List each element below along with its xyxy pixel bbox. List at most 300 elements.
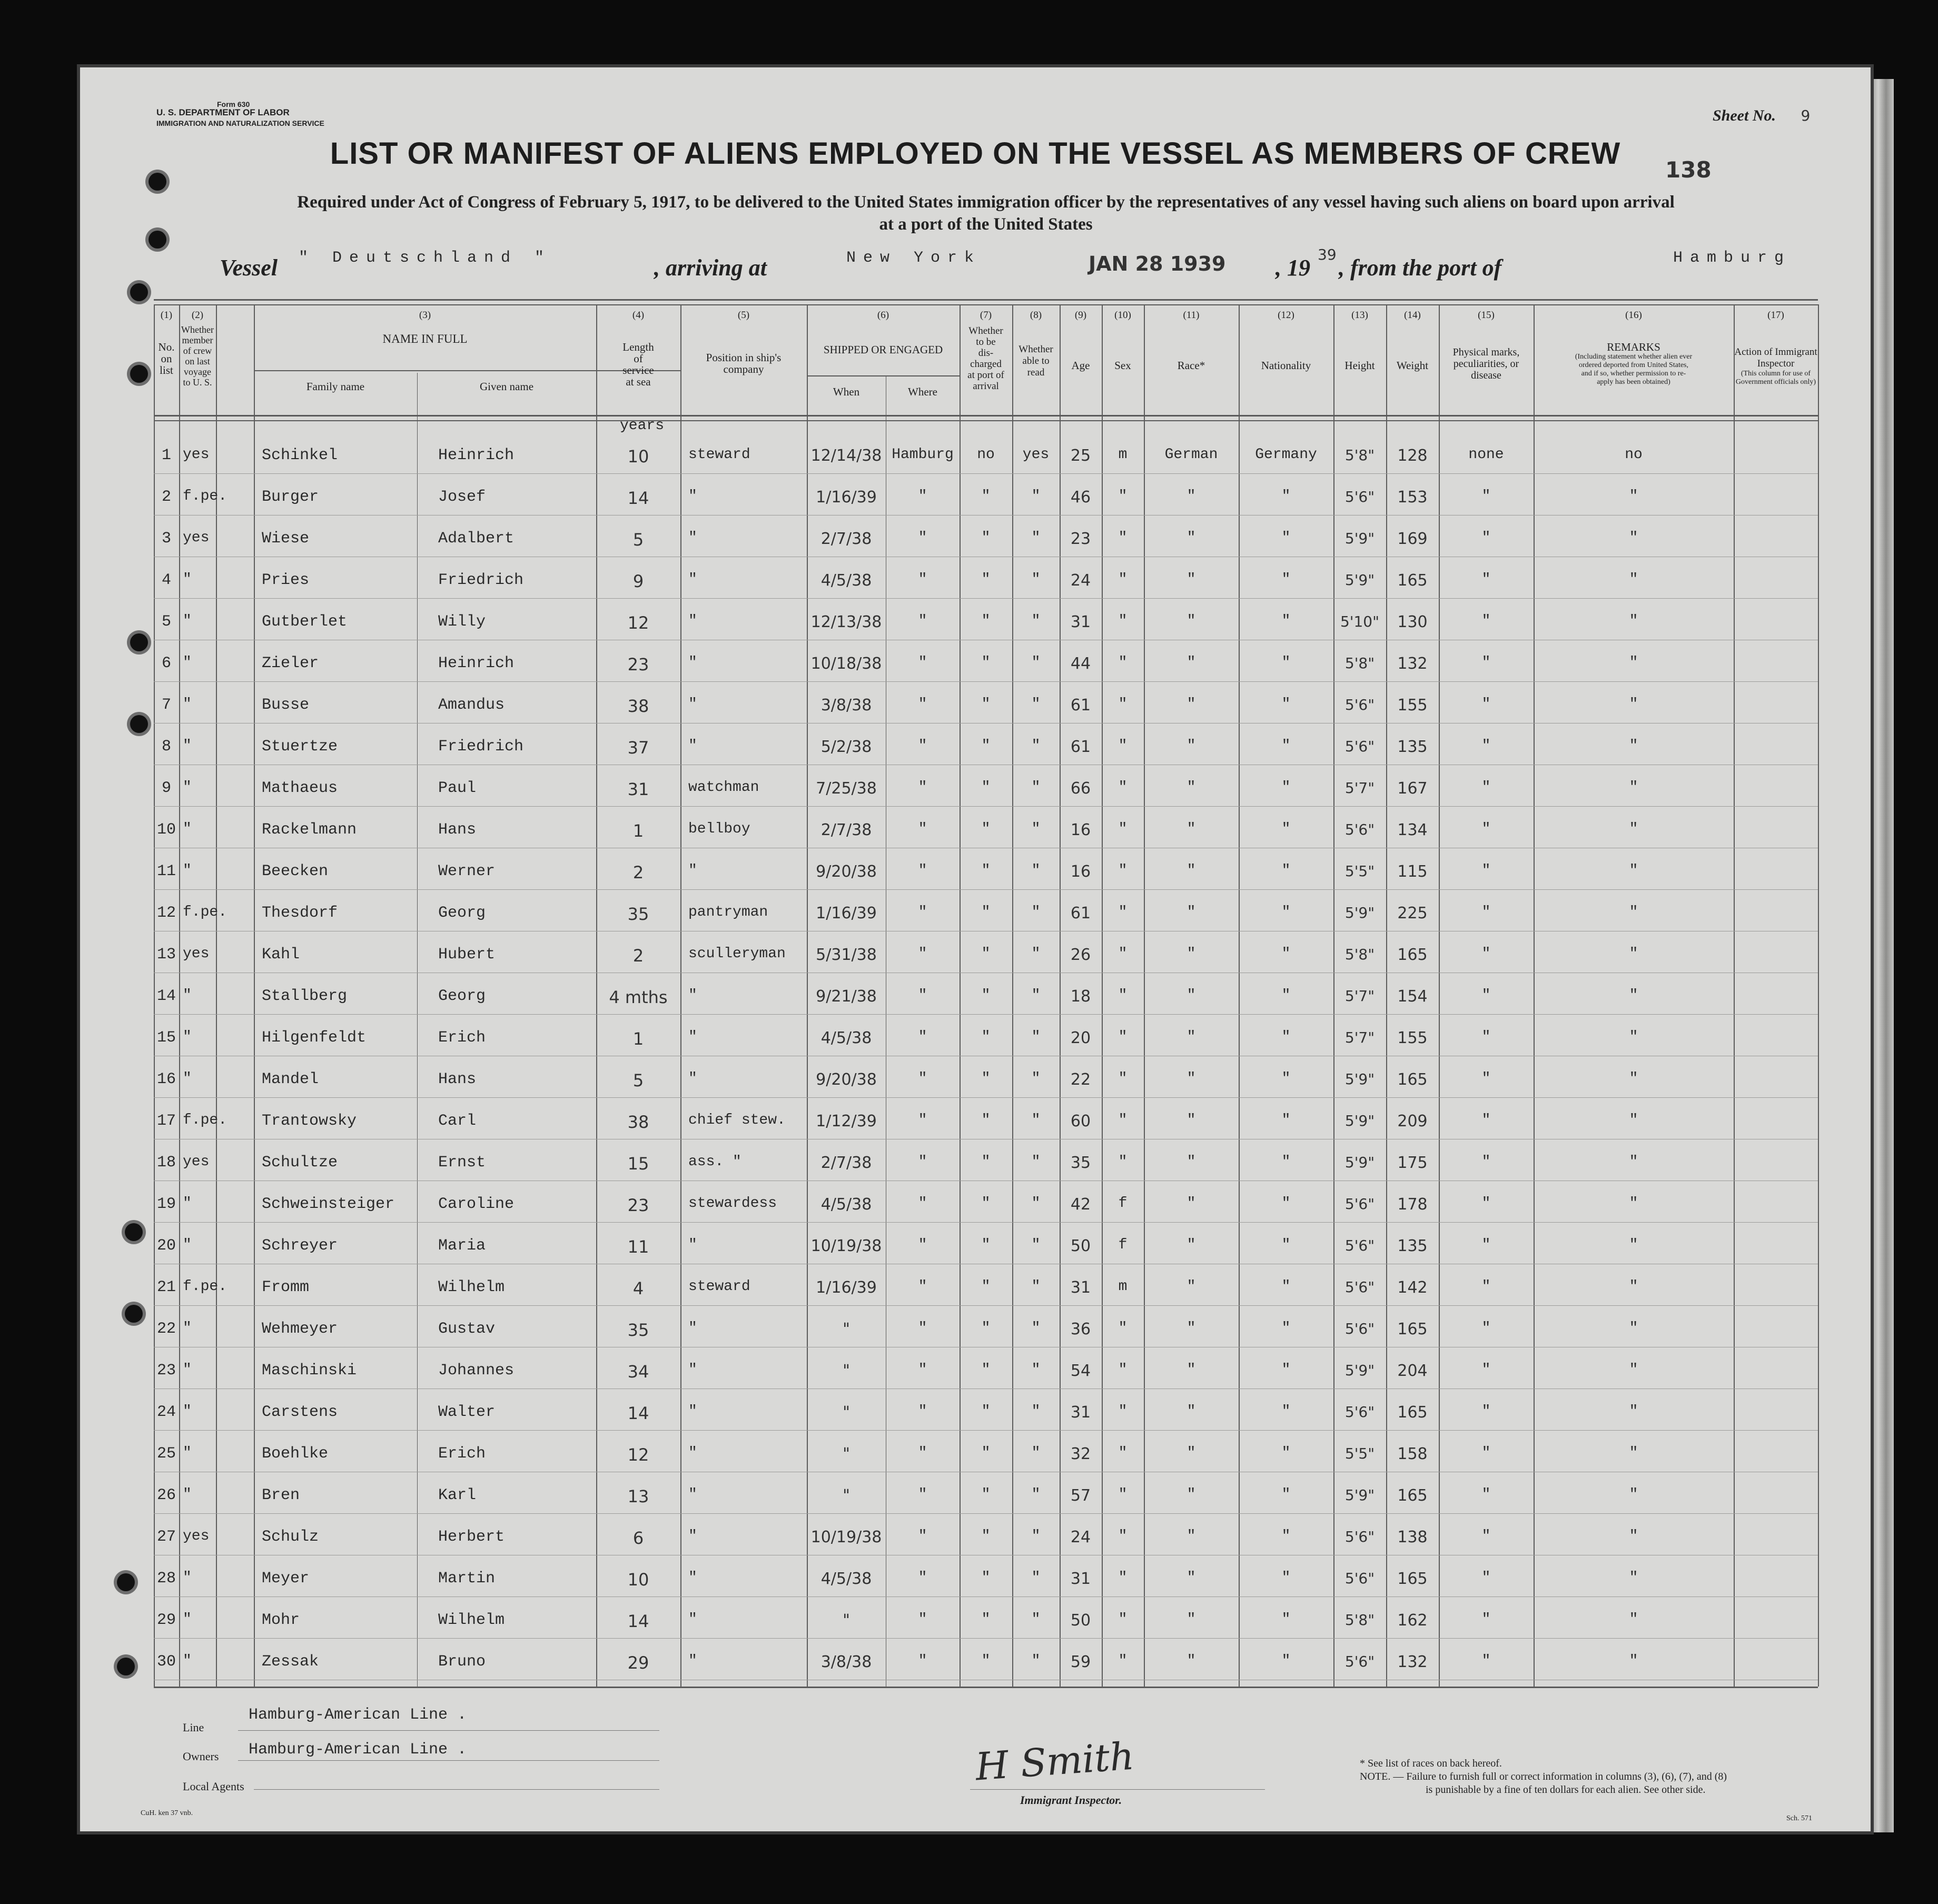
row-16-family: Mandel [262, 1070, 319, 1088]
row-28-age: 31 [1070, 1570, 1091, 1588]
row-11-remarks: " [1629, 862, 1638, 879]
row-25-height: 5'5" [1344, 1445, 1375, 1462]
row-1-age: 25 [1070, 447, 1091, 465]
row-17-read: " [1031, 1112, 1041, 1128]
row-7-race: " [1186, 696, 1196, 712]
row-24-given: Walter [438, 1403, 496, 1421]
row-7-sex: " [1118, 696, 1128, 712]
row-30-remarks: " [1629, 1653, 1638, 1669]
row-28-read: " [1031, 1570, 1041, 1586]
row-15-service: 1 [632, 1029, 644, 1049]
row-6-race: " [1186, 654, 1196, 671]
row-6-service: 23 [627, 654, 649, 675]
row-28-given: Martin [438, 1570, 496, 1588]
row-divider [154, 598, 1818, 599]
row-9-no: 9 [161, 779, 171, 797]
col-head-name: NAME IN FULL [382, 332, 468, 345]
line-label: Line [183, 1721, 204, 1734]
row-22-no: 22 [156, 1320, 176, 1338]
row-13-marks: " [1481, 946, 1491, 962]
row-7-where: " [918, 696, 927, 712]
row-23-read: " [1031, 1362, 1041, 1378]
row-27-service: 6 [632, 1528, 644, 1548]
service-name: IMMIGRATION AND NATURALIZATION SERVICE [156, 119, 324, 127]
row-24-where: " [918, 1403, 927, 1420]
subtitle-line-1: Required under Act of Congress of February 5, 1917, to be delivered to the United States immigration officer by the representatives of any vessel having such aliens on board upon arrival [297, 193, 1675, 212]
col-head-action: Action of Immigrant Inspector (This column for use of Government officials only) [1734, 346, 1817, 386]
row-19-marks: " [1481, 1195, 1491, 1212]
row-2-sex: " [1118, 488, 1128, 504]
row-26-remarks: " [1629, 1486, 1638, 1503]
row-divider [154, 1014, 1818, 1015]
row-18-when: 2/7/38 [820, 1154, 872, 1172]
row-21-remarks: " [1629, 1278, 1638, 1295]
col-num-13: (13) [1351, 310, 1368, 321]
punch-hole-5 [130, 633, 148, 651]
row-20-read: " [1031, 1237, 1041, 1253]
row-15-sex: " [1118, 1029, 1128, 1045]
row-23-family: Maschinski [262, 1362, 357, 1380]
row-3-age: 23 [1070, 530, 1091, 548]
row-2-crew: f.pe. [183, 488, 228, 504]
row-28-service: 10 [627, 1570, 649, 1590]
row-21-race: " [1186, 1278, 1196, 1295]
row-16-marks: " [1481, 1070, 1491, 1087]
row-6-height: 5'8" [1344, 654, 1375, 672]
row-16-given: Hans [438, 1070, 477, 1088]
sheet-stack-edge [1871, 79, 1894, 1832]
row-2-remarks: " [1629, 488, 1638, 504]
row-18-crew: yes [183, 1154, 210, 1170]
row-16-where: " [918, 1070, 927, 1087]
row-20-height: 5'6" [1344, 1237, 1375, 1254]
row-10-given: Hans [438, 821, 477, 839]
col-num-4: (4) [632, 310, 645, 321]
row-23-position: " [688, 1362, 697, 1378]
row-17-height: 5'9" [1344, 1112, 1375, 1129]
row-27-no: 27 [156, 1528, 176, 1546]
row-27-position: " [688, 1528, 697, 1544]
row-4-crew: " [183, 571, 192, 588]
row-7-remarks: " [1629, 696, 1638, 712]
row-4-remarks: " [1629, 571, 1638, 588]
row-7-age: 61 [1070, 696, 1091, 715]
row-29-marks: " [1481, 1611, 1491, 1628]
row-30-position: " [688, 1653, 697, 1669]
row-14-nationality: " [1281, 987, 1291, 1004]
col-num-9: (9) [1074, 310, 1087, 321]
row-25-weight: 158 [1397, 1445, 1428, 1463]
row-2-age: 46 [1070, 488, 1091, 507]
row-17-sex: " [1118, 1112, 1128, 1128]
row-20-age: 50 [1070, 1237, 1091, 1255]
punch-hole-2 [149, 231, 166, 249]
row-5-nationality: " [1281, 613, 1291, 629]
row-30-age: 59 [1070, 1653, 1091, 1671]
row-14-remarks: " [1629, 987, 1638, 1004]
row-22-disch: " [981, 1320, 991, 1336]
punch-hole-1 [149, 173, 166, 191]
row-10-read: " [1031, 821, 1041, 837]
row-22-given: Gustav [438, 1320, 496, 1338]
row-25-race: " [1186, 1445, 1196, 1461]
row-10-height: 5'6" [1344, 821, 1375, 838]
punch-hole-10 [117, 1658, 135, 1675]
row-5-family: Gutberlet [262, 613, 348, 631]
row-11-marks: " [1481, 862, 1491, 879]
row-26-family: Bren [262, 1486, 300, 1504]
row-8-age: 61 [1070, 738, 1091, 756]
col-head-remarks: REMARKS (Including statement whether alien ever ordered deported from United States, and if so, whether permission to re- apply has been obtained) [1575, 341, 1693, 386]
col-head-given: Given name [479, 380, 534, 393]
row-8-service: 37 [627, 738, 649, 758]
row-8-nationality: " [1281, 738, 1291, 754]
row-10-when: 2/7/38 [820, 821, 872, 839]
row-28-no: 28 [156, 1570, 176, 1588]
row-27-age: 24 [1070, 1528, 1091, 1546]
row-12-marks: " [1481, 904, 1491, 920]
row-9-family: Mathaeus [262, 779, 338, 797]
row-5-marks: " [1481, 613, 1491, 629]
row-21-when: 1/16/39 [816, 1278, 877, 1297]
row-2-marks: " [1481, 488, 1491, 504]
row-13-disch: " [981, 946, 991, 962]
row-2-position: " [688, 488, 697, 504]
row-8-marks: " [1481, 738, 1491, 754]
punch-hole-6 [130, 715, 148, 733]
row-21-disch: " [981, 1278, 991, 1295]
row-13-remarks: " [1629, 946, 1638, 962]
col-head-shipped: SHIPPED OR ENGAGED [823, 343, 943, 356]
col-head-nationality: Nationality [1261, 359, 1311, 372]
row-13-given: Hubert [438, 946, 496, 964]
row-14-sex: " [1118, 987, 1128, 1004]
row-4-no: 4 [161, 571, 171, 589]
row-28-marks: " [1481, 1570, 1491, 1586]
row-19-family: Schweinsteiger [262, 1195, 395, 1213]
row-29-nationality: " [1281, 1611, 1291, 1628]
row-10-disch: " [981, 821, 991, 837]
row-20-race: " [1186, 1237, 1196, 1253]
row-28-when: 4/5/38 [820, 1570, 872, 1588]
row-29-disch: " [981, 1611, 991, 1628]
row-15-weight: 155 [1397, 1029, 1428, 1047]
row-22-marks: " [1481, 1320, 1491, 1336]
row-14-position: " [688, 987, 697, 1004]
row-14-age: 18 [1070, 987, 1091, 1006]
row-3-race: " [1186, 530, 1196, 546]
row-20-marks: " [1481, 1237, 1491, 1253]
row-5-given: Willy [438, 613, 486, 631]
row-15-where: " [918, 1029, 927, 1045]
stamp-number: 138 [1665, 157, 1712, 183]
row-8-family: Stuertze [262, 738, 338, 756]
row-17-weight: 209 [1397, 1112, 1428, 1130]
row-4-service: 9 [632, 571, 644, 591]
row-30-marks: " [1481, 1653, 1491, 1669]
row-10-family: Rackelmann [262, 821, 357, 839]
row-divider [154, 1430, 1818, 1431]
row-19-where: " [918, 1195, 927, 1212]
col-head-marks: Physical marks, peculiarities, or disease [1452, 346, 1520, 381]
page-subtitle [164, 191, 1807, 235]
row-4-height: 5'9" [1344, 571, 1375, 589]
row-2-race: " [1186, 488, 1196, 504]
row-4-disch: " [981, 571, 991, 588]
row-3-no: 3 [161, 530, 171, 548]
arriving-label: , arriving at [654, 255, 767, 281]
row-6-disch: " [981, 654, 991, 671]
row-14-read: " [1031, 987, 1041, 1004]
row-14-height: 5'7" [1344, 987, 1375, 1005]
row-23-no: 23 [156, 1362, 176, 1380]
row-7-when: 3/8/38 [820, 696, 872, 715]
row-16-when: 9/20/38 [816, 1070, 877, 1089]
row-divider [154, 1305, 1818, 1306]
row-29-remarks: " [1629, 1611, 1638, 1628]
row-5-service: 12 [627, 613, 649, 633]
row-16-race: " [1186, 1070, 1196, 1087]
row-18-race: " [1186, 1154, 1196, 1170]
row-25-no: 25 [156, 1445, 176, 1463]
row-3-crew: yes [183, 530, 210, 546]
row-29-crew: " [183, 1611, 192, 1628]
row-8-disch: " [981, 738, 991, 754]
department-name: U. S. DEPARTMENT OF LABOR [156, 107, 290, 117]
row-1-family: Schinkel [262, 447, 338, 464]
row-25-when: " [843, 1445, 850, 1463]
vessel-label: Vessel [220, 255, 278, 281]
row-13-position: sculleryman [688, 946, 786, 962]
row-20-service: 11 [627, 1237, 649, 1257]
row-6-sex: " [1118, 654, 1128, 671]
row-9-where: " [918, 779, 927, 796]
row-2-height: 5'6" [1344, 488, 1375, 505]
row-17-where: " [918, 1112, 927, 1128]
row-9-race: " [1186, 779, 1196, 796]
row-27-disch: " [981, 1528, 991, 1544]
row-26-position: " [688, 1486, 697, 1503]
row-8-sex: " [1118, 738, 1128, 754]
row-27-when: 10/19/38 [810, 1528, 882, 1546]
row-26-given: Karl [438, 1486, 477, 1504]
row-15-read: " [1031, 1029, 1041, 1045]
row-26-age: 57 [1070, 1486, 1091, 1505]
row-26-when: " [843, 1486, 850, 1505]
row-28-weight: 165 [1397, 1570, 1428, 1588]
row-24-weight: 165 [1397, 1403, 1428, 1422]
row-1-given: Heinrich [438, 447, 515, 464]
row-4-weight: 165 [1397, 571, 1428, 590]
row-28-height: 5'6" [1344, 1570, 1375, 1587]
row-27-nationality: " [1281, 1528, 1291, 1544]
row-30-given: Bruno [438, 1653, 486, 1671]
row-15-position: " [688, 1029, 697, 1045]
col-head-position: Position in ship's company [706, 351, 782, 375]
row-19-race: " [1186, 1195, 1196, 1212]
row-1-nationality: Germany [1255, 447, 1317, 463]
row-15-no: 15 [156, 1029, 176, 1047]
row-5-position: " [688, 613, 697, 629]
row-29-sex: " [1118, 1611, 1128, 1628]
row-5-crew: " [183, 613, 192, 629]
schedule-number: Sch. 571 [1786, 1814, 1812, 1822]
row-29-when: " [843, 1611, 850, 1630]
row-14-when: 9/21/38 [816, 987, 877, 1006]
row-2-where: " [918, 488, 927, 504]
col-head-height: Height [1344, 359, 1375, 372]
row-6-where: " [918, 654, 927, 671]
row-19-height: 5'6" [1344, 1195, 1375, 1213]
row-29-race: " [1186, 1611, 1196, 1628]
row-12-nationality: " [1281, 904, 1291, 920]
row-25-nationality: " [1281, 1445, 1291, 1461]
col-num-7: (7) [980, 310, 992, 321]
row-3-service: 5 [632, 530, 644, 550]
row-21-position: steward [688, 1278, 750, 1295]
row-18-weight: 175 [1397, 1154, 1428, 1172]
row-27-weight: 138 [1397, 1528, 1428, 1546]
row-21-family: Fromm [262, 1278, 310, 1296]
form-number: Form 630 [217, 100, 250, 108]
row-29-no: 29 [156, 1611, 176, 1629]
years-unit-label: years [620, 418, 665, 434]
row-12-sex: " [1118, 904, 1128, 920]
row-9-disch: " [981, 779, 991, 796]
row-13-nationality: " [1281, 946, 1291, 962]
row-19-read: " [1031, 1195, 1041, 1212]
row-8-no: 8 [161, 738, 171, 756]
row-9-height: 5'7" [1344, 779, 1375, 797]
row-10-no: 10 [156, 821, 176, 839]
row-14-race: " [1186, 987, 1196, 1004]
row-15-race: " [1186, 1029, 1196, 1045]
row-20-when: 10/19/38 [810, 1237, 882, 1255]
row-11-sex: " [1118, 862, 1128, 879]
row-11-crew: " [183, 862, 192, 879]
row-28-remarks: " [1629, 1570, 1638, 1586]
owners-label: Owners [183, 1750, 219, 1763]
row-26-sex: " [1118, 1486, 1128, 1503]
row-27-sex: " [1118, 1528, 1128, 1544]
row-18-given: Ernst [438, 1154, 486, 1172]
row-18-marks: " [1481, 1154, 1491, 1170]
row-29-where: " [918, 1611, 927, 1628]
row-16-sex: " [1118, 1070, 1128, 1087]
row-1-marks: none [1468, 447, 1504, 463]
row-13-crew: yes [183, 946, 210, 962]
row-24-read: " [1031, 1403, 1041, 1420]
row-19-no: 19 [156, 1195, 176, 1213]
row-23-given: Johannes [438, 1362, 515, 1380]
row-29-height: 5'8" [1344, 1611, 1375, 1629]
row-4-marks: " [1481, 571, 1491, 588]
row-divider [154, 1596, 1818, 1597]
row-22-crew: " [183, 1320, 192, 1336]
row-2-weight: 153 [1397, 488, 1428, 507]
row-14-marks: " [1481, 987, 1491, 1004]
col-num-12: (12) [1278, 310, 1294, 321]
row-5-age: 31 [1070, 613, 1091, 631]
row-2-service: 14 [627, 488, 649, 508]
col-head-read: Whether able to read [1019, 344, 1053, 378]
row-6-read: " [1031, 654, 1041, 671]
col-head-where: Where [908, 385, 937, 398]
row-16-position: " [688, 1070, 697, 1087]
inspector-signature: H Smith [974, 1733, 1136, 1789]
row-29-service: 14 [627, 1611, 649, 1631]
row-26-read: " [1031, 1486, 1041, 1503]
row-25-where: " [918, 1445, 927, 1461]
row-15-nationality: " [1281, 1029, 1291, 1045]
row-10-age: 16 [1070, 821, 1091, 839]
local-agents-label: Local Agents [183, 1780, 244, 1793]
row-6-given: Heinrich [438, 654, 515, 672]
row-19-nationality: " [1281, 1195, 1291, 1212]
row-14-crew: " [183, 987, 192, 1004]
row-3-marks: " [1481, 530, 1491, 546]
row-12-race: " [1186, 904, 1196, 920]
note-line-2: is punishable by a fine of ten dollars for each alien. See other side. [1426, 1784, 1706, 1796]
row-8-given: Friedrich [438, 738, 524, 756]
vessel-line [220, 246, 1852, 281]
row-12-disch: " [981, 904, 991, 920]
row-22-family: Wehmeyer [262, 1320, 338, 1338]
row-7-service: 38 [627, 696, 649, 716]
year-label: , 19 [1275, 255, 1310, 281]
row-13-family: Kahl [262, 946, 300, 964]
col-head-race: Race* [1177, 359, 1205, 372]
row-20-crew: " [183, 1237, 192, 1253]
row-22-race: " [1186, 1320, 1196, 1336]
row-2-given: Josef [438, 488, 486, 506]
row-12-height: 5'9" [1344, 904, 1375, 921]
row-3-where: " [918, 530, 927, 546]
row-17-given: Carl [438, 1112, 477, 1130]
row-20-position: " [688, 1237, 697, 1253]
col-head-crew: Whether member of crew on last voyage to U. S. [181, 324, 214, 388]
row-10-position: bellboy [688, 821, 750, 837]
row-21-nationality: " [1281, 1278, 1291, 1295]
row-25-sex: " [1118, 1445, 1128, 1461]
row-8-remarks: " [1629, 738, 1638, 754]
row-16-disch: " [981, 1070, 991, 1087]
row-22-where: " [918, 1320, 927, 1336]
col-num-5: (5) [737, 310, 750, 321]
col-head-weight: Weight [1396, 359, 1429, 372]
row-18-service: 15 [627, 1154, 649, 1174]
from-port-label: , from the port of [1339, 255, 1502, 281]
row-27-marks: " [1481, 1528, 1491, 1544]
subtitle-line-2: at a port of the United States [879, 215, 1093, 234]
row-3-position: " [688, 530, 697, 546]
punch-hole-4 [130, 365, 148, 383]
row-11-where: " [918, 862, 927, 879]
row-22-age: 36 [1070, 1320, 1091, 1338]
row-2-read: " [1031, 488, 1041, 504]
row-19-sex: f [1118, 1195, 1128, 1212]
row-25-crew: " [183, 1445, 192, 1461]
row-13-age: 26 [1070, 946, 1091, 964]
row-21-read: " [1031, 1278, 1041, 1295]
punch-hole-9 [117, 1573, 135, 1591]
row-14-weight: 154 [1397, 987, 1428, 1006]
punch-hole-8 [125, 1305, 143, 1323]
row-6-no: 6 [161, 654, 171, 672]
row-27-race: " [1186, 1528, 1196, 1544]
row-1-position: steward [688, 447, 750, 463]
row-24-no: 24 [156, 1403, 176, 1421]
